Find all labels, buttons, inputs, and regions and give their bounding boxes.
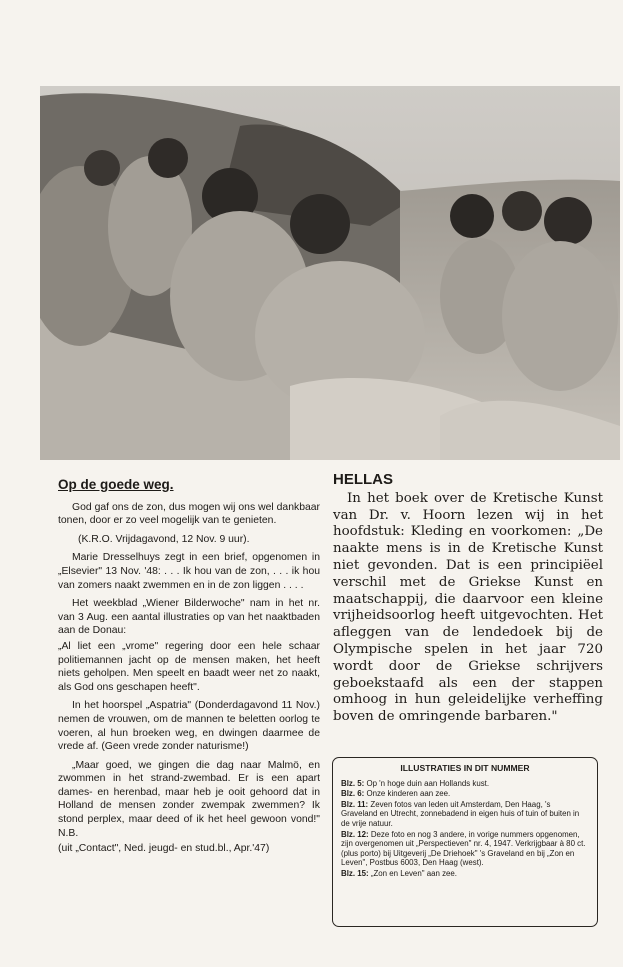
left-source: (uit „Contact", Ned. jeugd- en stud.bl., Apr.'47) bbox=[58, 843, 270, 855]
illustration-text: „Zon en Leven" aan zee. bbox=[370, 868, 457, 878]
illustrations-title: ILLUSTRATIES IN DIT NUMMER bbox=[400, 763, 530, 773]
left-article-title: Op de goede weg. bbox=[58, 477, 174, 492]
right-article-title: HELLAS bbox=[333, 471, 393, 488]
left-quote: „Al liet een „vrome" regering door een hele schaar politiemannen jacht op de mensen maken, het heeft niets geholpen. Men speelt en baadt weer net zo naakt, als God ons geschapen heeft". bbox=[58, 640, 320, 693]
beach-photo bbox=[40, 86, 620, 460]
left-paragraph: Het weekblad „Wiener Bilderwoche" nam in het nr. van 3 Aug. een aantal illustraties op van het naaktbaden aan de Donau: bbox=[58, 598, 320, 637]
left-paragraph: God gaf ons de zon, dus mogen wij ons wel dankbaar tonen, door er zo veel mogelijk van te genieten. bbox=[58, 501, 320, 527]
left-paragraph: Marie Dresselhuys zegt in een brief, opgenomen in „Elsevier" 13 Nov. '48: . . . Ik hou van de zon, . . . ik hou van zomers naakt zwemmen en in de zon liggen . . . . bbox=[58, 552, 320, 591]
illustration-entry bbox=[341, 779, 589, 789]
illustration-text: Zeven fotos van leden uit Amsterdam, Den Haag, 's Graveland en Utrecht, zonnebadend in eigen huis of tuin of buiten in de vrije natuur. bbox=[341, 799, 580, 828]
illustration-ref: Blz. 12: bbox=[341, 829, 369, 839]
left-quote: „Maar goed, we gingen die dag naar Malmö, en zwommen in het strand-zwembad. Er is een apart dames- en herenbad, maar heb je ooit gehoord dat in Holland de mensen zonder zwempak zwemmen? Ik stond perplex, maar deed of ik het heel gewoon vond!" N.B. bbox=[58, 759, 320, 839]
illustration-text: Onze kinderen aan zee. bbox=[366, 789, 451, 799]
right-article-text: In het boek over de Kretische Kunst van Dr. v. Hoorn lezen wij in het hoofdstuk: Kleding en voorkomen: „De naakte mens is in de Kretische Kunst niet gevonden. Dat is een principiëel verschil met de Griekse Kunst en maatschappij, die daarvoor een kleine vrijheidsoorlog heeft uitgevochten. Het afleggen van de lendedoek bij de Olympische spelen in het jaar 720 wordt door de Griekse schrijvers geboekstaafd als een der stappen omhoog in hun geleidelijke verheffing boven de omringende barbaren." bbox=[333, 490, 603, 725]
illustration-text: Deze foto en nog 3 andere, in vorige nummers opgenomen, zijn overgenomen uit „Perspectieven" nr. 4, 1947. Verkrijgbaar à 80 ct. (plus porto) bij Uitgeverij „De Driehoek" 's Graveland en bij „Zon en Leven", Postbus 6003, Den Haag (west). bbox=[341, 829, 586, 868]
beach-photo-illustration bbox=[40, 86, 620, 460]
illustration-text: Op 'n hoge duin aan Hollands kust. bbox=[366, 778, 490, 788]
illustration-entry bbox=[341, 830, 589, 868]
illustrations-box bbox=[332, 757, 598, 927]
illustration-entry bbox=[341, 800, 589, 829]
illustration-ref: Blz. 11: bbox=[341, 799, 369, 809]
illustration-ref: Blz. 6: bbox=[341, 789, 365, 799]
illustration-entry bbox=[341, 869, 589, 879]
illustration-ref: Blz. 5: bbox=[341, 778, 365, 788]
left-paragraph: In het hoorspel „Aspatria" (Donderdagavond 11 Nov.) nemen de vrouwen, om de mannen te beletten oorlog te voeren, al hun broeken weg, en dwingen daarmee de vrede af. (Geen vrede zonder naturisme!) bbox=[58, 700, 320, 753]
illustration-ref: Blz. 15: bbox=[341, 868, 369, 878]
right-column bbox=[333, 472, 603, 726]
illustration-entry bbox=[341, 789, 589, 799]
left-attribution: (K.R.O. Vrijdagavond, 12 Nov. 9 uur). bbox=[78, 533, 250, 545]
left-column bbox=[58, 478, 320, 861]
